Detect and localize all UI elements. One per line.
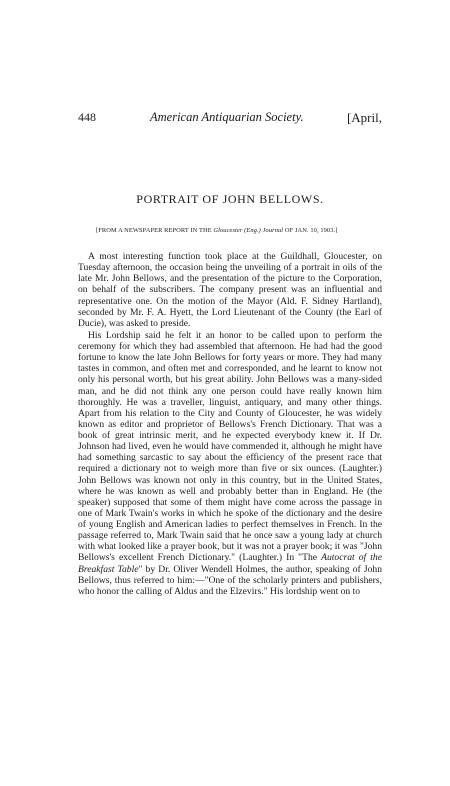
paragraph-2-text-a: His Lordship said he felt it an honor to be called upon to perform the ceremony for which they had assembled that afternoon. He had had the good fortune to know the late John Bellows for forty years or more. They had many tastes in common, and often met and corresponded, and he learnt to know not only his personal worth, but his great ability. John Bellows was a many-sided man, and he did not think any one person could have really known him thoroughly. He was a traveller, linguist, antiquary, and many other things. Apart from his relation to the City and County of Gloucester, he was widely known as editor and proprietor of Bellows's French Dictionary. That was a book of great intrinsic merit, and he expected everybody knew it. If Dr. Johnson had lived, even he would have commended it, although he might have had something sarcastic to say about the efficiency of the present race that required a dictionary not to weigh more than five or six ounces. (Laughter.) John Bellows was known not only in this country, but in the United States, where he was known as well and probably better than in England. He (the speaker) supposed that some of them might have come across the passage in one of Mark Twain's works in which he spoke of the dictionary and the desire of young English and American ladies to perfect themselves in French. In the passage referred to, Mark Twain said that he once saw a young lady at church with what looked like a prayer book, but it was not a prayer book; it was "John Bellows's excellent French Dictionary." (Laughter.) In "The	[78, 329, 382, 564]
source-note	[96, 226, 382, 235]
paragraph-1: A most interesting function took place at the Guildhall, Gloucester, on Tuesday afternoon, the occasion being the unveiling of a portrait in oils of the late Mr. John Bellows, and the presentation of the picture to the Corporation, on behalf of the subscribers. The company present was an influential and representative one. On the motion of the Mayor (Ald. F. Sidney Hartland), seconded by Mr. F. A. Hyett, the Lord Lieutenant of the County (the Earl of Ducie), was asked to preside.	[78, 251, 382, 329]
running-header	[78, 110, 382, 128]
article-body	[78, 251, 382, 597]
source-note-suffix: OF JAN. 10, 1903.]	[284, 227, 338, 234]
source-note-prefix: [FROM A NEWSPAPER REPORT IN THE	[96, 227, 212, 234]
article-title: PORTRAIT OF JOHN BELLOWS.	[136, 192, 324, 206]
source-note-paper: Gloucester (Eng.) Journal	[213, 227, 284, 234]
running-month: [April,	[346, 110, 382, 125]
running-title: American Antiquarian Society.	[150, 110, 304, 124]
paragraph-2-book-title: Autocrat of the Breakfast Table	[78, 552, 382, 575]
paragraph-2-text-b: " by Dr. Oliver Wendell Holmes, the author, speaking of John Bellows, thus referred to him:—"One of the scholarly printers and publishers, who honor the calling of Aldus and the Elzevirs." His lordship went on to	[78, 563, 382, 597]
page-number: 448	[78, 110, 96, 124]
paragraph-2	[78, 330, 382, 597]
